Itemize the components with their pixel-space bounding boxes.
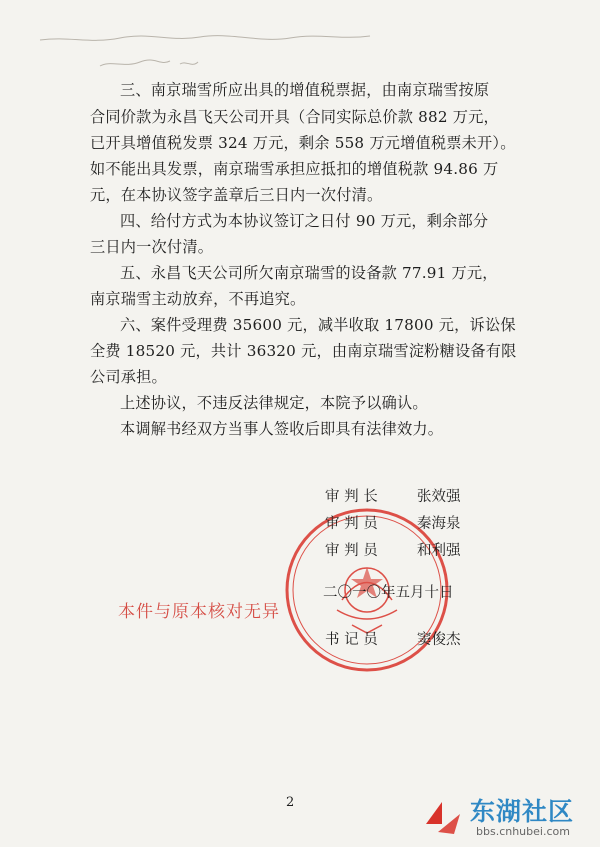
signature-role: 审 判 长: [325, 489, 378, 505]
signature-name: 和利强: [417, 543, 461, 559]
signature-judge-chief: [325, 485, 461, 506]
signature-role: 书 记 员: [325, 632, 378, 648]
verification-stamp: 本件与原本核对无异: [118, 602, 280, 622]
watermark-logo-icon: [420, 794, 466, 840]
paragraph-line: 全费 18520 元，共计 36320 元，由南京瑞雪淀粉糖设备有限: [90, 342, 517, 360]
signature-role: 审 判 员: [325, 543, 378, 559]
paragraph-line: 合同价款为永昌飞天公司开具（合同实际总价款 882 万元，: [90, 108, 499, 126]
paragraph-line: 五、永昌飞天公司所欠南京瑞雪的设备款 77.91 万元，: [120, 264, 498, 282]
signature-name: 张效强: [417, 489, 461, 505]
signature-judge-2: [325, 539, 461, 560]
signature-name: 窦俊杰: [417, 632, 461, 648]
signature-name: 秦海泉: [417, 516, 461, 532]
document-date: 二〇一〇年五月十日: [323, 585, 454, 601]
paragraph-line: 元，在本协议签字盖章后三日内一次付清。: [90, 186, 383, 204]
signature-role: 审 判 员: [325, 516, 378, 532]
paragraph-line: 六、案件受理费 35600 元，减半收取 17800 元，诉讼保: [120, 316, 516, 334]
watermark-name: 东湖社区: [470, 797, 575, 826]
paragraph-line: 南京瑞雪主动放弃，不再追究。: [90, 290, 306, 308]
paragraph-line: 三、南京瑞雪所应出具的增值税票据，由南京瑞雪按原: [120, 81, 490, 99]
signature-clerk: [325, 628, 461, 649]
paragraph-line: 三日内一次付清。: [90, 238, 214, 256]
site-watermark: [420, 790, 595, 845]
paragraph-line: 已开具增值税发票 324 万元，剩余 558 万元增值税票未开）。: [90, 134, 516, 152]
paragraph-line: 公司承担。: [90, 368, 167, 386]
handwriting-scribble: [30, 28, 390, 88]
paragraph-line: 四、给付方式为本协议签订之日付 90 万元，剩余部分: [120, 212, 489, 230]
paragraph-line: 如不能出具发票，南京瑞雪承担应抵扣的增值税款 94.86 万: [90, 160, 499, 178]
paragraph-line: 上述协议，不违反法律规定，本院予以确认。: [120, 394, 428, 412]
page-number: 2: [286, 795, 295, 810]
signature-judge-1: [325, 512, 461, 533]
paragraph-line: 本调解书经双方当事人签收后即具有法律效力。: [120, 420, 444, 438]
watermark-url: bbs.cnhubei.com: [476, 825, 570, 838]
